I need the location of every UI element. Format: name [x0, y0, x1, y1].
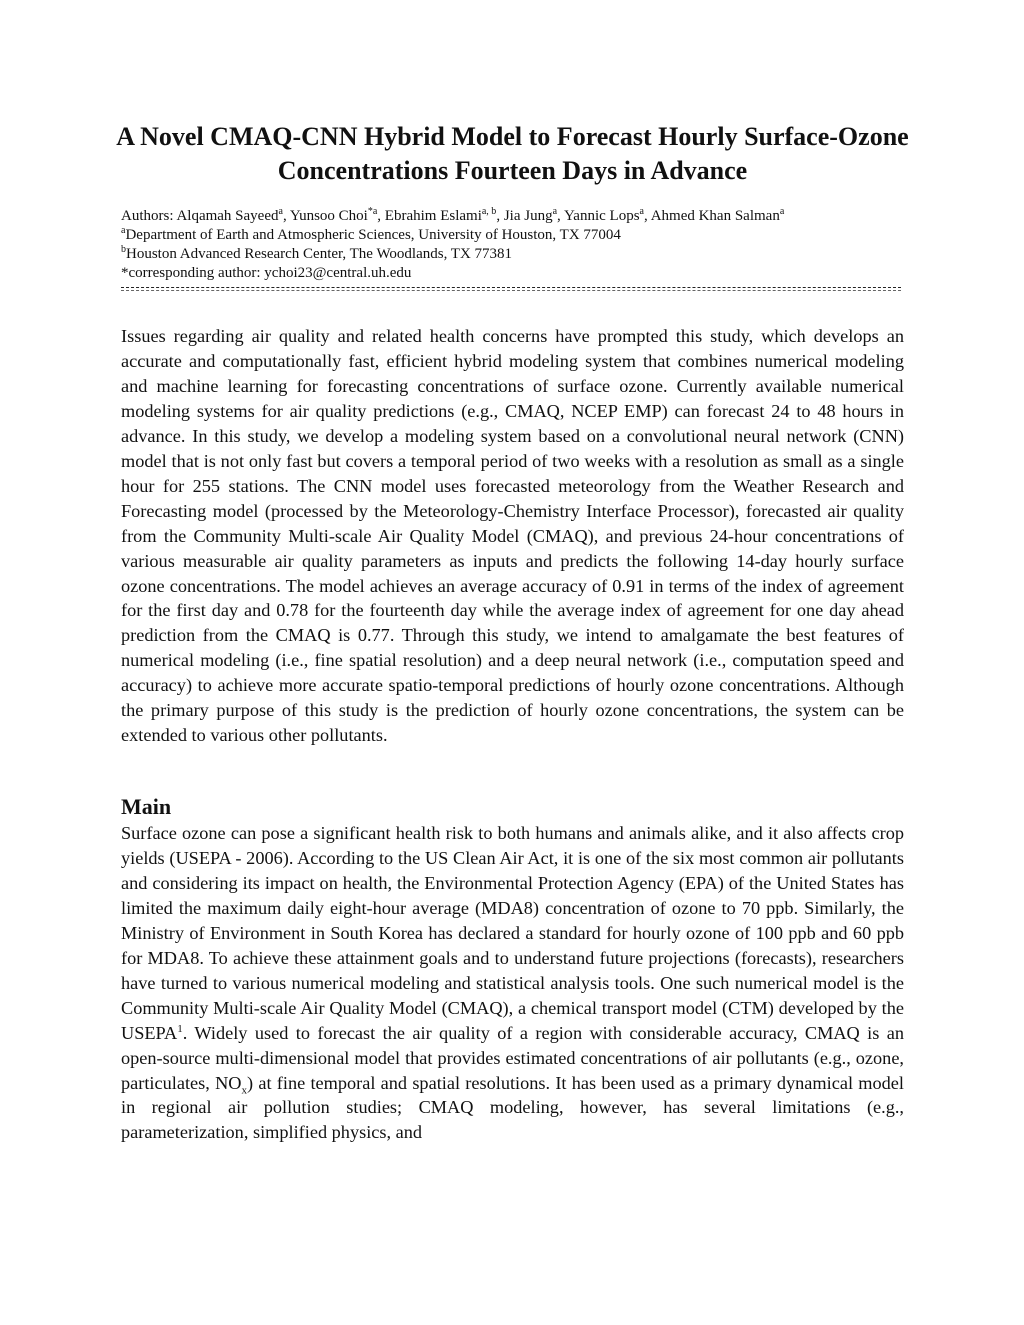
author-separator: , [282, 208, 287, 224]
affiliation-line [121, 245, 904, 264]
author-affiliation-mark: a [639, 206, 644, 217]
affiliation-line [121, 226, 904, 245]
authors-prefix: Authors: [121, 208, 174, 224]
abstract-paragraph: Issues regarding air quality and related health concerns have prompted this study, which develops an accurate and computationally fast, efficient hybrid modeling system that combines numerical modeling and machine learning for forecasting concentrations of surface ozone. Currently available numerical modeling systems for air quality predictions (e.g., CMAQ, NCEP EMP) can forecast 24 to 48 hours in advance. In this study, we develop a modeling system based on a convolutional neural network (CNN) model that is not only fast but covers a temporal period of two weeks with a resolution as small as a single hour for 255 stations. The CNN model uses forecasted meteorology from the Weather Research and Forecasting model (processed by the Meteorology-Chemistry Interface Processor), forecasted air quality from the Community Multi-scale Air Quality Model (CMAQ), and previous 24-hour concentrations of various measurable air quality parameters as inputs and predicts the following 14-day hourly surface ozone concentrations. The model achieves an average accuracy of 0.91 in terms of the index of agreement for the first day and 0.78 for the fourteenth day while the average index of agreement for one day ahead prediction from the CMAQ is 0.77. Through this study, we intend to amalgamate the best features of numerical modeling (i.e., fine spatial resolution) and a deep neural network (i.e., computation speed and accuracy) to achieve more accurate spatio-temporal predictions of hourly ozone concentrations. Although the primary purpose of this study is the prediction of hourly ozone concentrations, the system can be extended to various other pollutants. [121, 326, 904, 746]
author-name: Jia Jung [503, 208, 553, 224]
author-affiliation-mark: a [552, 206, 558, 217]
affiliation-text: Houston Advanced Research Center, The Woodlands, TX 77381 [126, 246, 513, 262]
author-separator: , [377, 208, 382, 224]
affiliation-mark: a [121, 225, 126, 236]
author-block [121, 207, 904, 283]
author-affiliation-mark: a [278, 206, 283, 217]
reference-mark: 1 [177, 1022, 183, 1035]
affiliation-mark: b [121, 244, 126, 255]
author-separator: , [644, 208, 648, 224]
author-name: Yunsoo Choi [289, 208, 368, 224]
separator-rule [121, 287, 901, 288]
author-name: Ebrahim Eslami [384, 208, 482, 224]
separator-rule [121, 290, 901, 291]
main-text-part: ) at fine temporal and spatial resolutions. It has been used as a primary dynamical model in regional air pollution studies; CMAQ modeling, however, has several limitations (e.g., parameterization, simplified physics, and [121, 1072, 904, 1143]
main-text-part: . Widely used to forecast the air quality of a region with considerable accuracy, CMAQ is an open-source multi-dimensional model that provides estimated concentrations of air pollutants (e.g., ozone, particulates, NO [121, 1022, 904, 1093]
author-line [121, 207, 904, 226]
author-separator: , [557, 208, 561, 224]
main-text-part: Surface ozone can pose a significant health risk to both humans and animals alike, and it also affects crop yields (USEPA - 2006). According to the US Clean Air Act, it is one of the six most common air pollutants and considering its impact on health, the Environmental Protection Agency (EPA) of the United States has limited the maximum daily eight-hour average (MDA8) concentration of ozone to 70 ppb. Similarly, the Ministry of Environment in South Korea has declared a standard for hourly ozone of 100 ppb and 60 ppb for MDA8. To achieve these attainment goals and to understand future projections (forecasts), researchers have turned to various numerical modeling and statistical analysis tools. One such numerical model is the Community Multi-scale Air Quality Model (CMAQ), a chemical transport model (CTM) developed by the USEPA [121, 823, 904, 1043]
nox-subscript: x [241, 1084, 247, 1097]
paper-title: A Novel CMAQ-CNN Hybrid Model to Forecast Hourly Surface-Ozone Concentrations Fourteen Days in Advance [116, 122, 909, 185]
author-affiliation-mark: *a [367, 206, 378, 217]
corresponding-author: *corresponding author: ychoi23@central.uh.edu [121, 265, 412, 281]
author-name: Ahmed Khan Salman [650, 208, 780, 224]
author-affiliation-mark: a, b [481, 206, 497, 217]
main-paragraph [121, 821, 904, 1145]
author-name: Yannic Lops [563, 208, 640, 224]
author-affiliation-mark: a [779, 206, 785, 217]
author-separator: , [496, 208, 501, 224]
affiliation-text: Department of Earth and Atmospheric Sciences, University of Houston, TX 77004 [125, 227, 621, 243]
section-heading-main: Main [121, 794, 172, 819]
author-name: Alqamah Sayeed [176, 208, 279, 224]
